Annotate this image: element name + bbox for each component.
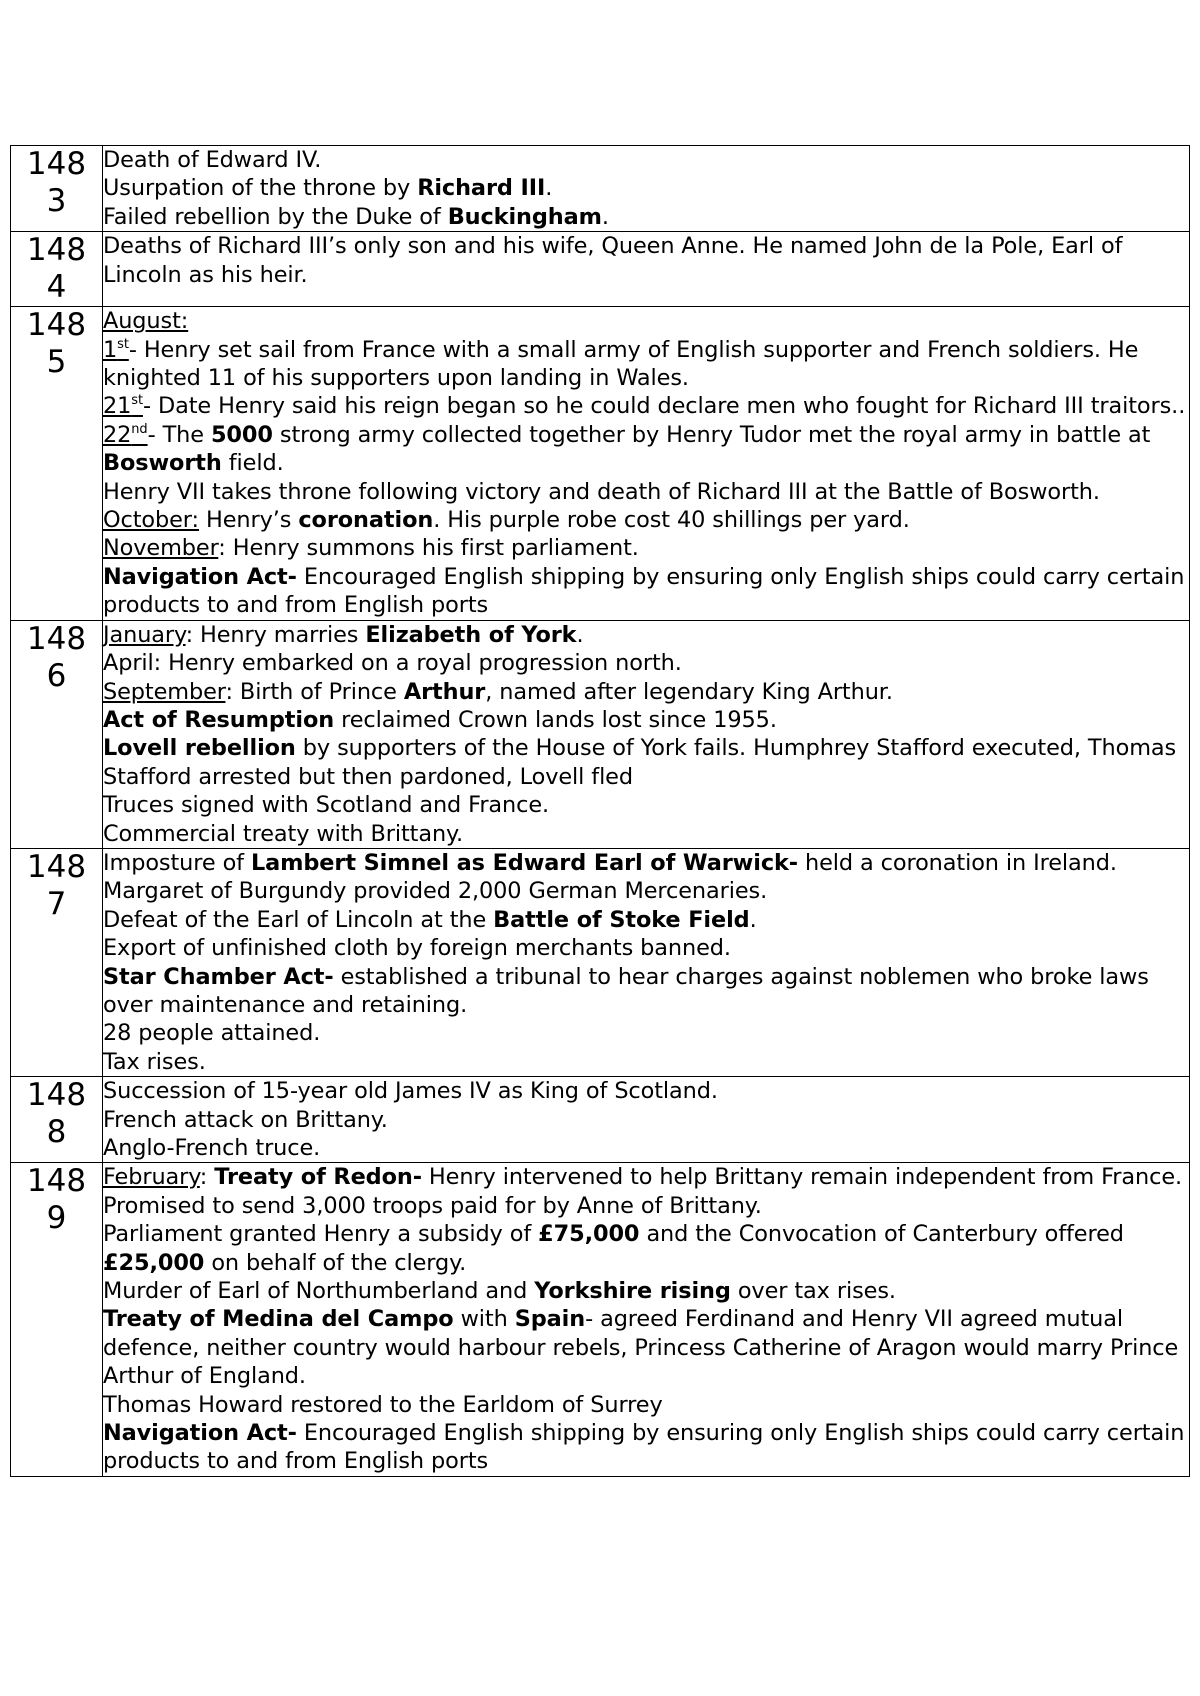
event-text: Treaty of Redon- <box>214 1164 422 1191</box>
event-text: £25,000 <box>103 1249 205 1276</box>
event-text: August: <box>103 308 189 335</box>
table-row <box>11 307 1190 620</box>
event-text: Succession of 15-year old James IV as King of Scotland. <box>103 1078 718 1105</box>
table-row <box>11 620 1190 848</box>
event-line <box>103 146 1189 174</box>
event-text: coronation <box>298 507 434 534</box>
year-text: 8 <box>46 1114 67 1151</box>
event-text: with <box>453 1306 515 1333</box>
event-text: Murder of Earl of Northumberland and <box>103 1278 535 1305</box>
event-line <box>103 1419 1189 1476</box>
event-line <box>103 174 1189 202</box>
event-text: - Date Henry said his reign began so he could declare men who fought for Richard III traitors.. <box>142 393 1186 420</box>
event-line <box>103 1106 1189 1134</box>
event-text: Henry VII takes throne following victory and death of Richard III at the Battle of Bosworth. <box>103 478 1100 505</box>
event-text: : Birth of Prince <box>225 678 404 705</box>
event-text: and the Convocation of Canterbury offered <box>639 1221 1124 1248</box>
year-text: 9 <box>46 1200 67 1237</box>
event-text: Navigation Act- <box>103 1420 297 1447</box>
year-cell <box>11 848 103 1076</box>
year-cell <box>11 1163 103 1476</box>
events-cell <box>103 1163 1190 1476</box>
event-text: . <box>749 906 757 933</box>
events-cell <box>103 848 1190 1076</box>
event-line <box>103 963 1189 1020</box>
events-cell <box>103 307 1190 620</box>
year-text: 148 <box>26 1163 87 1200</box>
event-text: Parliament granted Henry a subsidy of <box>103 1221 539 1248</box>
event-text: Tax rises. <box>103 1048 206 1075</box>
year-cell <box>11 232 103 307</box>
event-text: Failed rebellion by the Duke of <box>103 203 448 230</box>
year-cell <box>11 620 103 848</box>
event-line <box>103 478 1189 506</box>
event-text: Yorkshire rising <box>534 1278 731 1305</box>
events-cell <box>103 232 1190 307</box>
event-text: established a tribunal to hear charges against noblemen who broke laws over maintenance and retaining. <box>103 963 1149 1018</box>
event-line <box>103 421 1189 478</box>
event-text: 21 <box>103 393 132 420</box>
table-row <box>11 1077 1190 1163</box>
event-line <box>103 336 1189 393</box>
event-line <box>103 734 1189 791</box>
event-line <box>103 534 1189 562</box>
event-line <box>103 1134 1189 1162</box>
event-text: October: <box>103 507 199 534</box>
event-text: September <box>103 678 226 705</box>
event-line <box>103 934 1189 962</box>
event-text: : Henry summons his first parliament. <box>218 535 639 562</box>
event-line <box>103 1163 1189 1220</box>
event-text: Encouraged English shipping by ensuring only English ships could carry certain products to and from English ports <box>103 1420 1185 1475</box>
event-text: 5000 <box>210 421 273 448</box>
event-text: . <box>576 621 584 648</box>
event-line <box>103 906 1189 934</box>
event-line <box>103 506 1189 534</box>
event-line <box>103 1077 1189 1105</box>
year-text: 148 <box>26 620 87 657</box>
year-cell <box>11 1077 103 1163</box>
event-text: Imposture of <box>103 849 251 876</box>
year-text: 148 <box>26 848 87 885</box>
event-line <box>103 1019 1189 1047</box>
event-text: Act of Resumption <box>103 706 335 733</box>
event-text: over tax rises. <box>730 1278 896 1305</box>
year-text: 5 <box>46 344 67 381</box>
year-text: 148 <box>26 232 87 269</box>
event-text: Elizabeth of York <box>365 621 577 648</box>
event-text: Spain <box>514 1306 586 1333</box>
event-text: Buckingham <box>447 203 602 230</box>
timeline-body <box>11 146 1190 1477</box>
event-text: Richard III <box>417 175 546 202</box>
event-text: : <box>199 1164 215 1191</box>
event-line <box>103 232 1189 289</box>
event-text: Henry’s <box>198 507 299 534</box>
event-text: st <box>117 336 129 352</box>
event-text: Treaty of Medina del Campo <box>103 1306 454 1333</box>
table-row <box>11 146 1190 232</box>
year-cell <box>11 307 103 620</box>
event-text: - agreed Ferdinand and Henry VII agreed mutual defence, neither country would harbour rebels, Princess Catherine of Aragon would marry Prince Arthur of England. <box>103 1306 1179 1390</box>
event-text: Defeat of the Earl of Lincoln at the <box>103 906 494 933</box>
event-text: Lovell rebellion <box>103 735 296 762</box>
event-text: . <box>601 203 609 230</box>
event-text: 28 people attained. <box>103 1020 321 1047</box>
event-text: field. <box>221 450 284 477</box>
event-line <box>103 621 1189 649</box>
event-text: January <box>103 621 186 648</box>
year-text: 6 <box>46 657 67 694</box>
event-text: £75,000 <box>538 1221 640 1248</box>
event-line <box>103 678 1189 706</box>
event-text: Deaths of Richard III’s only son and his wife, Queen Anne. He named John de la Pole, Earl of Lincoln as his heir. <box>103 233 1123 288</box>
event-line <box>103 649 1189 677</box>
event-text: - Henry set sail from France with a small army of English supporter and French soldiers. He knighted 11 of his supporters upon landing in Wales. <box>103 336 1139 392</box>
event-text: by supporters of the House of York fails. Humphrey Stafford executed, Thomas Stafford arrested but then pardoned, Lovell fled <box>103 735 1177 790</box>
event-text: : Henry marries <box>185 621 366 648</box>
event-line <box>103 203 1189 231</box>
table-row <box>11 848 1190 1076</box>
event-text: Truces signed with Scotland and France. <box>103 792 550 819</box>
event-line <box>103 706 1189 734</box>
event-text: French attack on Brittany. <box>103 1106 388 1133</box>
year-text: 7 <box>46 885 67 922</box>
year-cell <box>11 146 103 232</box>
event-text: Navigation Act- <box>103 563 297 590</box>
event-text: Encouraged English shipping by ensuring only English ships could carry certain products to and from English ports <box>103 563 1185 619</box>
event-text: . His purple robe cost 40 shillings per yard. <box>433 507 910 534</box>
year-text: 148 <box>26 146 87 182</box>
events-cell <box>103 1077 1190 1163</box>
event-text: 1 <box>103 336 118 363</box>
event-text: February <box>103 1164 200 1191</box>
event-line <box>103 1391 1189 1419</box>
year-text: 3 <box>46 183 67 219</box>
event-text: nd <box>131 421 148 437</box>
event-text: Thomas Howard restored to the Earldom of Surrey <box>103 1391 663 1418</box>
timeline-table <box>10 145 1190 1477</box>
event-line <box>103 1048 1189 1076</box>
event-text: Lambert Simnel as Edward Earl of Warwick- <box>250 849 798 876</box>
year-text: 148 <box>26 1077 87 1114</box>
event-line <box>103 791 1189 819</box>
event-text: , named after legendary King Arthur. <box>485 678 893 705</box>
event-line <box>103 1305 1189 1390</box>
event-text: 22 <box>103 421 132 448</box>
events-cell <box>103 146 1190 232</box>
event-text: Anglo-French truce. <box>103 1135 321 1161</box>
event-text: reclaimed Crown lands lost since 1955. <box>334 706 777 733</box>
year-text: 4 <box>46 269 67 306</box>
event-text: April: Henry embarked on a royal progression north. <box>103 650 682 677</box>
year-text: 148 <box>26 307 87 344</box>
event-text: Star Chamber Act- <box>103 963 334 990</box>
event-line <box>103 1277 1189 1305</box>
event-text: Arthur <box>403 678 486 705</box>
event-text: Death of Edward IV. <box>103 147 322 173</box>
table-row <box>11 1163 1190 1476</box>
event-text: Commercial treaty with Brittany. <box>103 820 464 847</box>
event-line <box>103 563 1189 620</box>
event-text: . <box>545 175 553 202</box>
event-text: Bosworth <box>103 450 222 477</box>
event-text: - The <box>147 421 211 448</box>
event-line <box>103 307 1189 335</box>
event-text: Usurpation of the throne by <box>103 175 418 202</box>
table-row <box>11 232 1190 307</box>
event-line <box>103 849 1189 906</box>
event-text: Export of unfinished cloth by foreign merchants banned. <box>103 935 731 962</box>
event-text: Henry intervened to help Brittany remain independent from France. Promised to send 3,000 troops paid for by Anne of Brittany. <box>103 1164 1183 1219</box>
event-text: Battle of Stoke Field <box>493 906 750 933</box>
event-line <box>103 392 1189 420</box>
event-text: strong army collected together by Henry Tudor met the royal army in battle at <box>272 421 1151 448</box>
events-cell <box>103 620 1190 848</box>
event-text: st <box>131 393 143 409</box>
event-line <box>103 1220 1189 1277</box>
event-text: held a coronation in Ireland. Margaret of Burgundy provided 2,000 German Mercenaries. <box>103 849 1117 905</box>
event-text: November <box>103 535 219 562</box>
event-text: on behalf of the clergy. <box>204 1249 467 1276</box>
event-line <box>103 820 1189 848</box>
